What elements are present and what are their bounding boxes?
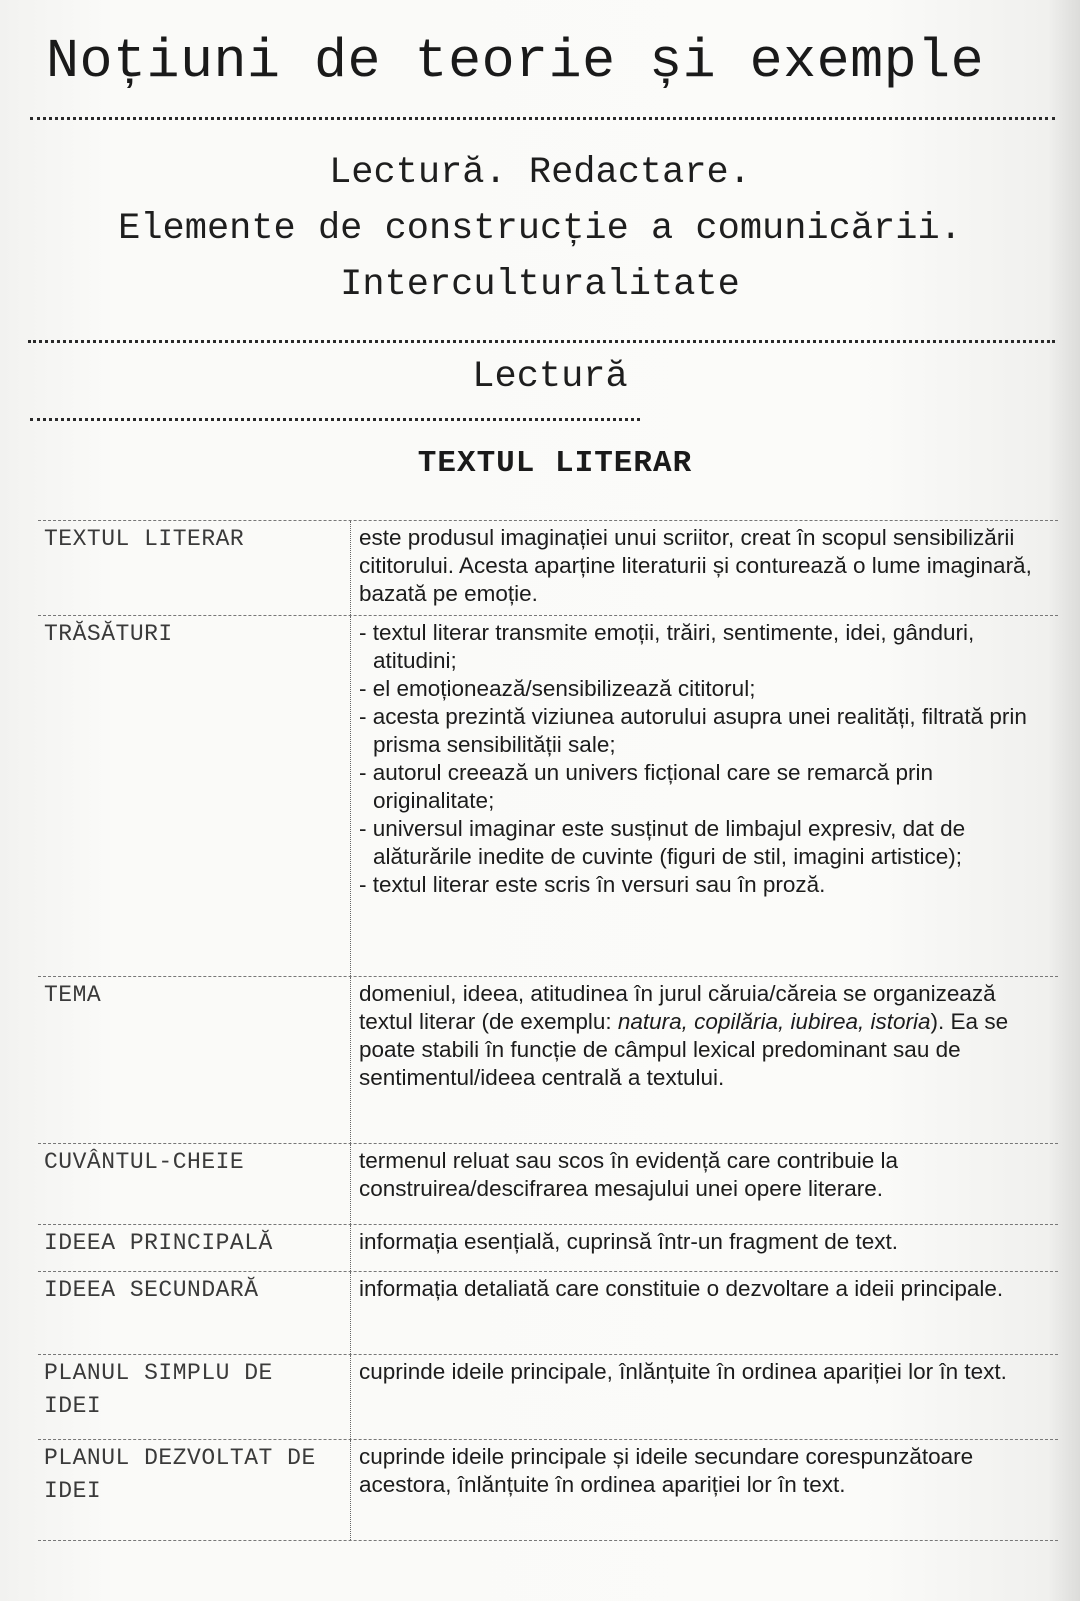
dotted-divider <box>30 418 640 421</box>
dotted-divider <box>28 340 1055 343</box>
definition-text: informația detaliată care constituie o dezvoltare a ideii principale. <box>359 1276 1004 1301</box>
table-row <box>38 1224 1058 1271</box>
table-row <box>38 976 1058 1143</box>
term-cell: TRĂSĂTURI <box>38 616 351 976</box>
section-heading: Lectură <box>472 356 628 398</box>
definition-cell <box>351 521 1058 615</box>
definitions-table <box>38 520 1058 1541</box>
definition-cell <box>351 977 1058 1143</box>
examples-italic: natura, copilăria, iubirea, istoria <box>617 1009 931 1034</box>
term-cell: TEMA <box>38 977 351 1143</box>
term-cell: IDEEA SECUNDARĂ <box>38 1272 351 1354</box>
term-cell: PLANUL SIMPLU DE IDEI <box>38 1355 351 1439</box>
bullet-item: - textul literar transmite emoții, trăiri, sentimente, idei, gânduri, atitudini; <box>359 620 975 673</box>
bullet-item: - universul imaginar este susținut de limbajul expresiv, dat de alăturările inedite de cuvinte (figuri de stil, imagini artistice); <box>359 816 966 869</box>
definition-text <box>359 980 1050 1092</box>
table-row <box>38 1271 1058 1354</box>
table-title: TEXTUL LITERAR <box>417 446 693 481</box>
subtitle-line-3: Interculturalitate <box>340 264 740 306</box>
term-cell: TEXTUL LITERAR <box>38 521 351 615</box>
definition-text: cuprinde ideile principale și ideile secundare corespunzătoare acestora, înlănțuite în ordinea apariției lor în text. <box>359 1444 974 1497</box>
table-row <box>38 1354 1058 1439</box>
definition-cell <box>351 1144 1058 1224</box>
table-row <box>38 1143 1058 1224</box>
table-row <box>38 1439 1058 1541</box>
definition-cell <box>351 1225 1058 1271</box>
dotted-divider <box>30 117 1055 120</box>
term-cell: PLANUL DEZVOLTAT DE IDEI <box>38 1440 351 1540</box>
subtitle-line-2: Elemente de construcție a comunicării. <box>118 208 962 250</box>
bullet-item: - acesta prezintă viziunea autorului asupra unei realități, filtrată prin prisma sensibilității sale; <box>359 704 1027 757</box>
table-row <box>38 520 1058 615</box>
table-row <box>38 615 1058 976</box>
definition-text: informația esențială, cuprinsă într-un fragment de text. <box>359 1229 899 1254</box>
page-title: Noțiuni de teorie și exemple <box>46 30 985 93</box>
bullet-item: - textul literar este scris în versuri sau în proză. <box>359 872 826 897</box>
term-cell: IDEEA PRINCIPALĂ <box>38 1225 351 1271</box>
definition-cell <box>351 1440 1058 1540</box>
definition-text-part: domeniul, ideea, atitudinea în jurul căruia/căreia se organizează textul literar (de exemplu: <box>359 981 996 1034</box>
definition-cell <box>351 616 1058 976</box>
definition-text: este produsul imaginației unui scriitor, creat în scopul sensibilizării cititorului. Acesta aparține literaturii și conturează o lume imaginară, bazată pe emoție. <box>359 525 1032 606</box>
definition-cell <box>351 1272 1058 1354</box>
definition-text: cuprinde ideile principale, înlănțuite în ordinea apariției lor în text. <box>359 1359 1007 1384</box>
subtitle-line-1: Lectură. Redactare. <box>329 152 751 194</box>
bullet-item: - autorul creează un univers ficțional care se remarcă prin originalitate; <box>359 760 934 813</box>
definition-text: termenul reluat sau scos în evidență care contribuie la construirea/descifrarea mesajului unei opere literare. <box>359 1148 899 1201</box>
term-cell: CUVÂNTUL-CHEIE <box>38 1144 351 1224</box>
bullet-item: - el emoționează/sensibilizează cititorul; <box>359 676 756 701</box>
definition-cell <box>351 1355 1058 1439</box>
definition-text-part: ). Ea se poate stabili în funcție de câmpul lexical predominant sau de sentimentul/ideea centrală a textului. <box>359 1009 1009 1090</box>
